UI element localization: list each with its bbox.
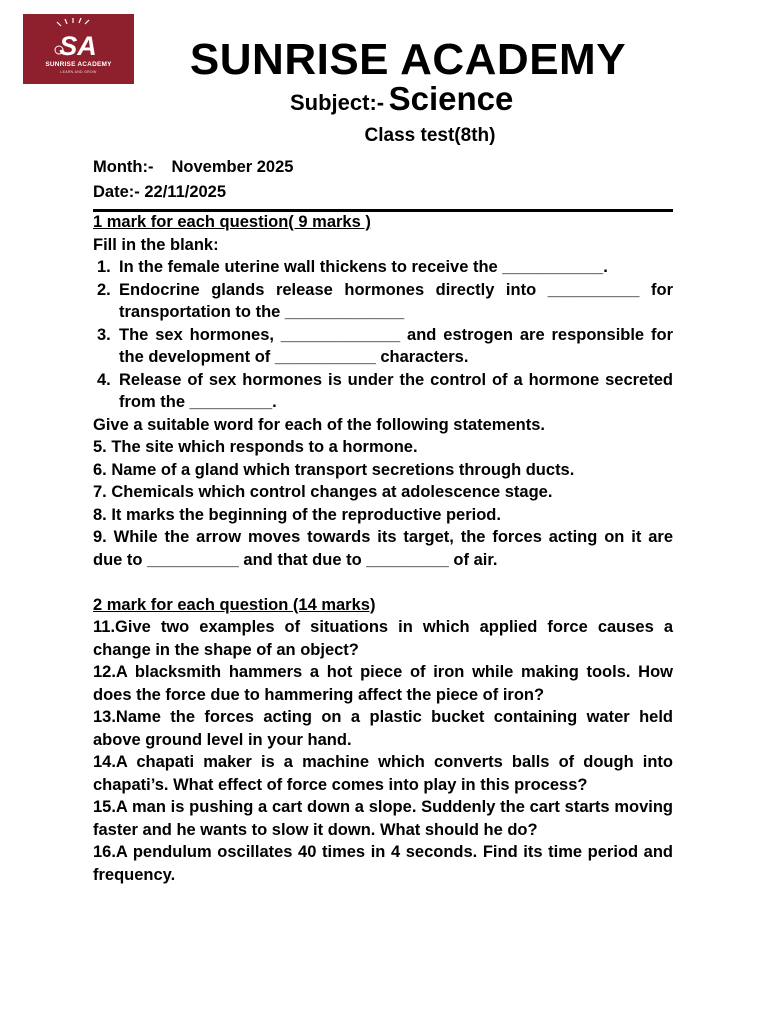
question-item: 6. Name of a gland which transport secretions through ducts. (93, 460, 575, 479)
question-item: 12.A blacksmith hammers a hot piece of iron while making tools. How does the force due to hammering affect the piece of iron? (93, 663, 673, 704)
month-value: November 2025 (171, 158, 294, 176)
logo-tagline: LEARN AND GROW (60, 70, 97, 74)
date-line (93, 183, 226, 202)
question-item: 9. While the arrow moves towards its target, the forces acting on it are due to __________ and that due to _________ of air. (93, 528, 673, 569)
date-label: Date:- (93, 183, 140, 201)
list-item: 4. Release of sex hormones is under the control of a hormone secreted from the _________. (97, 370, 673, 411)
question-item: 5. The site which responds to a hormone. (93, 438, 418, 456)
subject-line (290, 80, 570, 125)
school-name: SUNRISE ACADEMY (189, 35, 627, 84)
section2-heading: 2 mark for each question (14 marks) (93, 595, 376, 614)
fill-blank-list (93, 256, 673, 414)
question-item: 16.A pendulum oscillates 40 times in 4 seconds. Find its time period and frequency. (93, 843, 673, 884)
question-item: 15.A man is pushing a cart down a slope. Suddenly the cart starts moving faster and he wants to slow it down. What should he do? (93, 798, 673, 839)
date-value: 22/11/2025 (144, 183, 227, 201)
month-line (93, 158, 293, 177)
section1-heading: 1 mark for each question( 9 marks ) (93, 213, 371, 231)
fill-blank-heading: Fill in the blank: (93, 235, 219, 254)
question-item: 8. It marks the beginning of the reproductive period. (93, 505, 501, 524)
question-item: 13.Name the forces acting on a plastic bucket containing water held above ground level in your hand. (93, 708, 673, 749)
month-label: Month:- (93, 158, 154, 176)
test-title: Class test(8th) (364, 125, 496, 146)
list-item: 1. In the female uterine wall thickens to receive the ___________. (97, 258, 608, 276)
word-heading: Give a suitable word for each of the following statements. (93, 415, 545, 434)
question-paper-body (93, 211, 673, 886)
list-item: 3. The sex hormones, _____________ and estrogen are responsible for the development of ___________ characters. (97, 325, 673, 366)
subject-label: Subject:- (290, 90, 385, 115)
school-logo (23, 14, 134, 84)
logo-name: SUNRISE ACADEMY (45, 61, 112, 68)
logo-initials: SA (59, 31, 97, 61)
list-item: 2. Endocrine glands release hormones directly into __________ for transportation to the _____________ (97, 280, 673, 321)
question-item: 7. Chemicals which control changes at adolescence stage. (93, 483, 553, 501)
question-item: 11.Give two examples of situations in which applied force causes a change in the shape of an object? (93, 618, 673, 659)
subject-value: Science (388, 80, 514, 117)
question-item: 14.A chapati maker is a machine which converts balls of dough into chapati’s. What effect of force comes into play in this process? (93, 753, 673, 794)
